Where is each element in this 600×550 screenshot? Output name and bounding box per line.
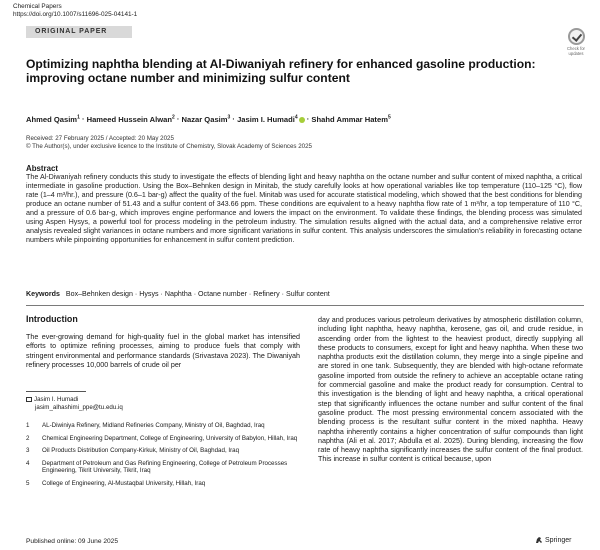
introduction-heading: Introduction bbox=[26, 314, 78, 324]
affiliation-item bbox=[26, 422, 298, 430]
affiliation-text: Chemical Engineering Department, College of Engineering, University of Babylon, Hillah, Iraq bbox=[42, 434, 298, 442]
keyword-separator: · bbox=[279, 290, 286, 298]
keywords-label: Keywords bbox=[26, 290, 60, 298]
footnote-divider bbox=[26, 391, 86, 392]
published-online-date: Published online: 09 June 2025 bbox=[26, 538, 119, 545]
affiliation-number: 5 bbox=[26, 479, 30, 487]
received-accepted-dates: Received: 27 February 2025 / Accepted: 20 May 2025 bbox=[26, 135, 174, 142]
crossmark-icon bbox=[568, 28, 585, 45]
keyword-separator: · bbox=[132, 290, 140, 298]
keywords bbox=[26, 290, 330, 298]
author-affiliation-number: 4 bbox=[294, 114, 298, 120]
author-separator: · bbox=[79, 114, 87, 124]
author-list bbox=[26, 114, 586, 124]
keyword: Sulfur content bbox=[285, 290, 330, 298]
springer-horse-icon bbox=[535, 536, 543, 544]
keyword: Refinery bbox=[253, 290, 280, 298]
author-name: Ahmed Qasim bbox=[26, 114, 78, 124]
keyword: Naphtha bbox=[164, 290, 192, 298]
author[interactable] bbox=[26, 115, 80, 124]
article-type-badge: ORIGINAL PAPER bbox=[26, 26, 132, 38]
affiliation-text: AL-Diwiniya Refinery, Midland Refineries Company, Ministry of Oil, Baghdad, Iraq bbox=[42, 422, 265, 429]
author-affiliation-number: 1 bbox=[77, 114, 80, 120]
author-affiliation-number: 2 bbox=[171, 114, 175, 120]
correspondence bbox=[26, 396, 123, 411]
publisher-logo bbox=[535, 536, 571, 544]
affiliation-text: Oil Products Distribution Company-Kirkuk, Ministry of Oil, Baghdad, Iraq bbox=[42, 447, 240, 455]
journal-name: Chemical Papers bbox=[13, 3, 62, 10]
abstract-text: The Al-Diwaniyah refinery conducts this study to investigate the effects of blending light and heavy naphtha on the octane number and sulfur content of mixed naphtha, a critical intermediate in gasoline production. Using the Box–Behnken design in Minitab, the study carefully looks at how operational variables like top temperature (110–125 °C), flow rate (1–4 m³/hr.), and pressure (0.6–1 bar-g) affect the quality of the fuel. Minitab was used for accurate statistical modeling, which showed that the best conditions for blending produce an octane number of 51.43 and a sulfur content of 343.66 ppm. These conditions are equivalent to a heavy naphtha flow rate of 1 m³/hr, a top temperature of 110 °C, and a pressure of 0.6 bar-g, which improves engine performance and lowers the impact on the environment. To validate these findings, the blending process was simulated using Aspen Hysys, a powerful tool for process modeling in the petroleum industry. The simulation results aligned with the actual data, and a comprehensive relative error analysis revealed slight variances in octane numbers and more significant variations in sulfur content. This analysis underscores the simulation's reliability in forecasting octane numbers while pinpointing opportunities for enhancement in sulfur content prediction. bbox=[26, 173, 582, 245]
check-for-updates-badge[interactable] bbox=[561, 28, 591, 56]
author[interactable] bbox=[182, 115, 231, 124]
keyword-separator: · bbox=[246, 290, 254, 298]
affiliation-item bbox=[26, 447, 298, 455]
affiliation-number: 3 bbox=[26, 447, 30, 455]
keywords-list bbox=[66, 290, 330, 298]
section-divider bbox=[26, 305, 584, 306]
affiliation-item bbox=[26, 480, 298, 488]
author-separator: · bbox=[230, 114, 238, 124]
doi-link[interactable]: https://doi.org/10.1007/s11696-025-04141-1 bbox=[13, 11, 138, 18]
keyword-separator: · bbox=[158, 290, 165, 298]
author-name: Nazar Qasim bbox=[181, 114, 228, 124]
affiliation-number: 1 bbox=[26, 422, 30, 429]
affiliation-text: Department of Petroleum and Gas Refining Engineering, College of Petroleum Processes Engineering, Tikrit University, Tikrit, Iraq bbox=[42, 459, 288, 475]
envelope-icon bbox=[26, 397, 32, 402]
keyword: Hysys bbox=[139, 290, 159, 298]
publisher-name: Springer bbox=[545, 536, 572, 544]
crossmark-text-1: Check for bbox=[567, 46, 585, 51]
abstract-heading: Abstract bbox=[26, 164, 59, 173]
correspondence-email[interactable]: jasim_alhashimi_ppe@tu.edu.iq bbox=[35, 403, 123, 411]
author-name: Hameed Hussein Alwan bbox=[86, 114, 172, 124]
author-separator: · bbox=[304, 114, 312, 124]
article-title: Optimizing naphtha blending at Al-Diwaniyah refinery for enhanced gasoline production: improving octane number and minimizing sulfur content bbox=[26, 57, 536, 85]
author[interactable] bbox=[311, 115, 390, 124]
author[interactable] bbox=[237, 115, 305, 124]
author-affiliation-number: 5 bbox=[387, 114, 391, 120]
license-notice: © The Author(s), under exclusive licence to the Institute of Chemistry, Slovak Academy of Sciences 2025 bbox=[26, 143, 313, 150]
author-affiliation-number: 3 bbox=[227, 114, 231, 120]
affiliation-number: 2 bbox=[26, 434, 30, 442]
crossmark-text-2: updates bbox=[568, 51, 584, 56]
author-name: Jasim I. Humadi bbox=[237, 114, 295, 124]
affiliation-item bbox=[26, 435, 298, 443]
correspondence-name: Jasim I. Humadi bbox=[34, 396, 79, 403]
affiliations bbox=[26, 422, 298, 493]
introduction-text-right: day and produces various petroleum derivatives by atmospheric distillation column, including light naphtha, heavy naphtha, kerosene, gas oil, and crude residue, in ascending order from the lightest to the heaviest product, directly supplying all these products to consumers, except for light and heavy naphtha. When these two naphtha products exit the distillation column, they merge into a single pipeline and are stored in one tank. Subsequently, they are blended with high-octane reformate gasoline imported from outside the refinery to achieve an acceptable octane rating for commercial gasoline and make the product ready for consumption. Central to this investigation is the blending of light and heavy naphtha, a critical operational step that significantly influences the octane number and sulfur content of the final gasoline product. The most pressing environmental concern associated with the blending process is the resultant sulfur content in the mixed naphtha. Heavy naphtha inherently contains a higher concentration of sulfur compounds than light naphtha (Ali et al. 2017; Abdulla et al. 2025). During blending, increasing the flow rate of heavy naphtha significantly increases the sulfur content of the final product. This increase in sulfur content is critical because, upon bbox=[318, 316, 583, 464]
author-name: Shahd Ammar Hatem bbox=[311, 114, 388, 124]
introduction-text-left: The ever-growing demand for high-quality fuel in the global market has intensified efforts to optimize refining processes, aiming to produce fuels that comply with stringent environmental and performance standards (Srivastava 2023). The Diwaniyah refinery processes 10,000 barrels of crude oil per bbox=[26, 333, 300, 369]
affiliation-number: 4 bbox=[26, 459, 30, 467]
keyword: Octane number bbox=[198, 290, 247, 298]
affiliation-item bbox=[26, 460, 298, 475]
affiliation-text: College of Engineering, Al-Mustaqbal University, Hillah, Iraq bbox=[42, 479, 206, 487]
author[interactable] bbox=[87, 115, 175, 124]
keyword: Box–Behnken design bbox=[65, 290, 133, 298]
author-separator: · bbox=[174, 114, 182, 124]
keyword-separator: · bbox=[191, 290, 199, 298]
